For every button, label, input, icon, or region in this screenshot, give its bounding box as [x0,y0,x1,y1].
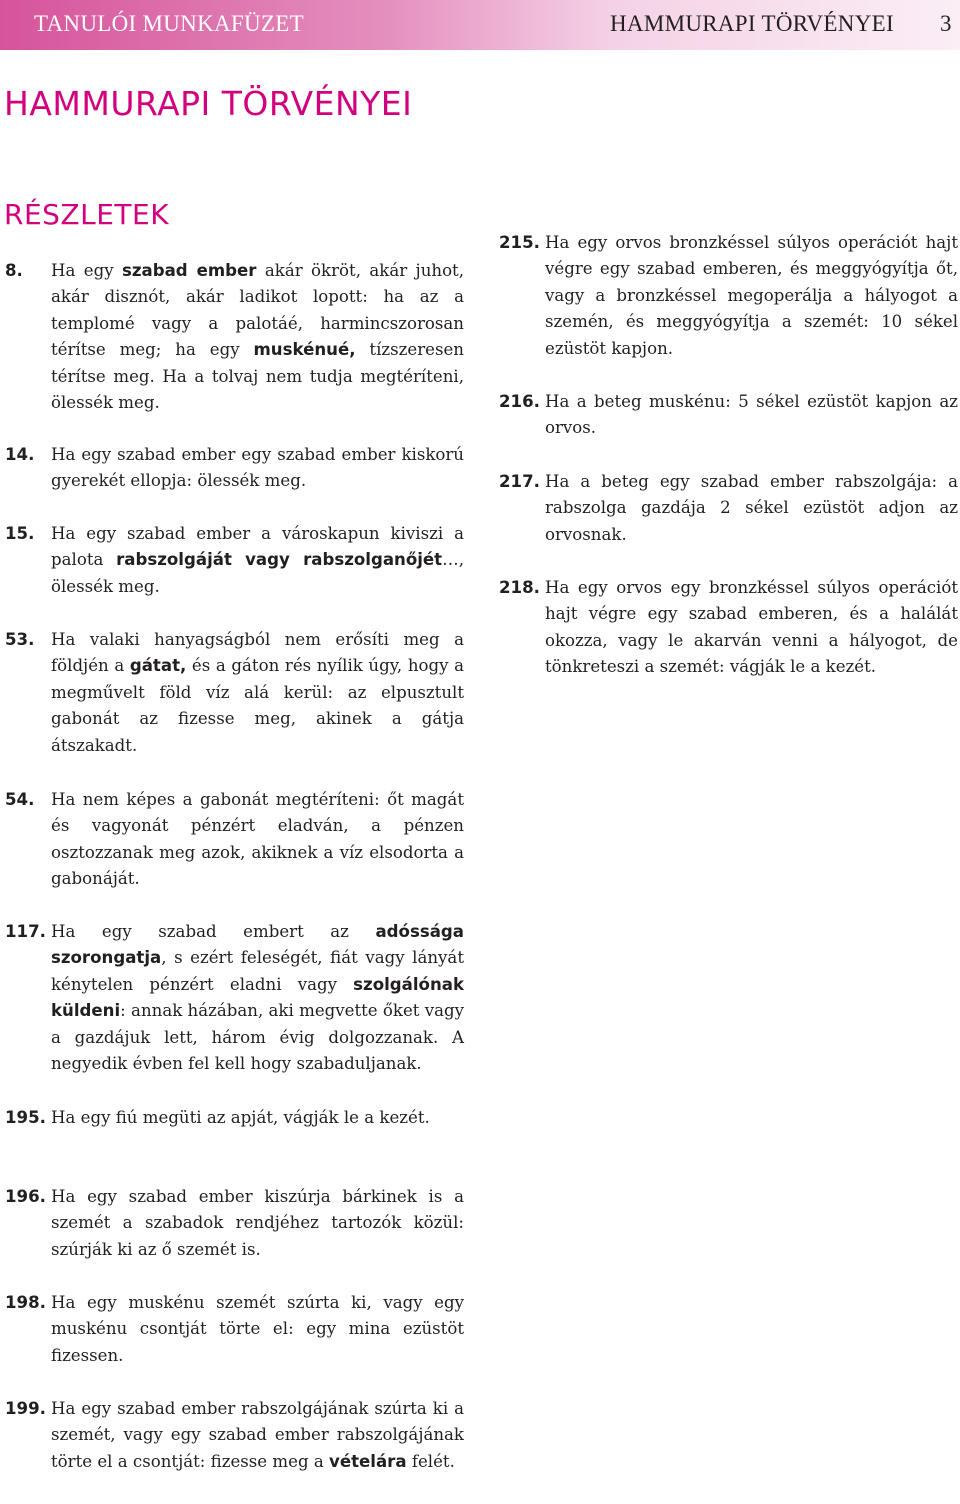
law-number: 216. [499,392,540,411]
law-53 [5,627,465,759]
law-text: Ha egy szabad ember rabszolgájának szúrta ki a szemét, vagy egy szabad ember rabszolgájának törte el a csontját: fizesse meg a [51,1399,464,1471]
law-199 [5,1396,464,1475]
section-subtitle: RÉSZLETEK [4,198,170,231]
law-emphasis: szabad ember [122,261,257,280]
law-number: 8. [5,261,23,280]
law-number: 217. [499,472,540,491]
law-text: Ha egy [51,261,122,280]
law-195 [5,1105,464,1131]
law-number: 53. [5,630,35,649]
law-text: felét. [406,1451,455,1471]
law-14 [5,442,464,495]
law-text: Ha egy szabad embert az [51,922,376,941]
law-number: 215. [499,233,540,252]
law-number: 195. [5,1108,46,1127]
law-text: Ha egy szabad ember egy szabad ember kiskorú gyerekét ellopja: ölessék meg. [51,445,464,491]
page-number: 3 [940,11,952,36]
law-number: 117. [5,922,46,941]
law-number: 199. [5,1399,46,1418]
header-chapter-title: HAMMURAPI TÖRVÉNYEI [610,11,894,36]
law-text: akár ökröt, akár juhot, akár disznót, akár ladikot lopott: ha az a templomé vagy a palotáé, harmincszorosan térítse meg; ha egy [51,261,465,360]
law-15 [5,521,464,600]
law-number: 54. [5,790,35,809]
law-number: 15. [5,524,35,543]
law-198 [5,1290,464,1369]
law-117 [5,919,464,1077]
page-title: HAMMURAPI TÖRVÉNYEI [4,84,413,123]
law-8 [5,258,465,416]
law-text: Ha egy muskénu szemét szúrta ki, vagy egy muskénu csontját törte el: egy mina ezüstöt fizessen. [51,1293,464,1365]
law-emphasis: vételára [329,1451,407,1471]
law-196 [5,1184,464,1263]
law-number: 14. [5,445,35,464]
law-217 [499,469,958,548]
law-text: Ha egy orvos bronzkéssel súlyos operációt hajt végre egy szabad emberen, és meggyógyítja őt, vagy a bronzkéssel megoperálja a hályogot a szemén, és meggyógyítja a szemét: 10 sékel ezüstöt kapjon. [545,233,958,358]
law-text: Ha valaki hanyagságból nem erősíti meg a földjén a [51,630,464,676]
law-emphasis: adóssága szorongatja [51,922,464,968]
law-text: Ha egy szabad ember a városkapun kiviszi a palota [51,524,464,570]
law-number: 218. [499,578,540,597]
law-text: Ha egy szabad ember kiszúrja bárkinek is a szemét a szabadok rendjéhez tartozók közül: szúrják ki az ő szemét is. [51,1187,464,1259]
law-number: 198. [5,1293,46,1312]
law-emphasis: muskénué, [253,340,356,360]
law-216 [499,389,958,442]
law-number: 196. [5,1187,46,1206]
law-text: Ha egy orvos egy bronzkéssel súlyos operációt hajt végre egy szabad emberen, és a halálát okozza, vagy le akarván venni a hályogot, de tönkreteszi a szemét: vágják le a kezét. [545,578,958,677]
law-text: , s ezért feleségét, fiát vagy lányát kénytelen pénzért eladni vagy [51,948,464,994]
law-text: : annak házában, aki megvette őket vagy a gazdájuk lett, három évig dolgozzanak. A negyedik évben fel kell hogy szabaduljanak. [51,1001,464,1074]
law-54 [5,787,464,893]
law-text: és a gáton rés nyílik úgy, hogy a megművelt föld víz alá kerül: az elpusztult gabonát az fizesse meg, akinek a gátja átszakadt. [51,656,465,755]
law-215 [499,230,958,362]
law-text: Ha a beteg muskénu: 5 sékel ezüstöt kapjon az orvos. [545,392,958,438]
law-text: tízszeresen térítse meg. Ha a tolvaj nem tudja megtéríteni, ölessék meg. [51,340,464,413]
law-text: Ha egy fiú megüti az apját, vágják le a kezét. [51,1108,430,1127]
law-text: Ha a beteg egy szabad ember rabszolgája: a rabszolga gazdája 2 sékel ezüstöt adjon az orvosnak. [545,472,958,544]
law-emphasis: szolgálónak küldeni [51,974,464,1021]
law-text: …, ölessék meg. [51,550,464,596]
header-workbook-label: TANULÓI MUNKAFÜZET [34,11,304,36]
page-header [0,0,960,50]
law-218 [499,575,958,681]
law-emphasis: rabszolgáját vagy rabszolganőjét [116,550,443,570]
law-emphasis: gátat, [129,656,187,676]
law-text: Ha nem képes a gabonát megtéríteni: őt magát és vagyonát pénzért eladván, a pénzen osztozzanak meg azok, akiknek a víz elsodorta a gabonáját. [51,790,464,889]
